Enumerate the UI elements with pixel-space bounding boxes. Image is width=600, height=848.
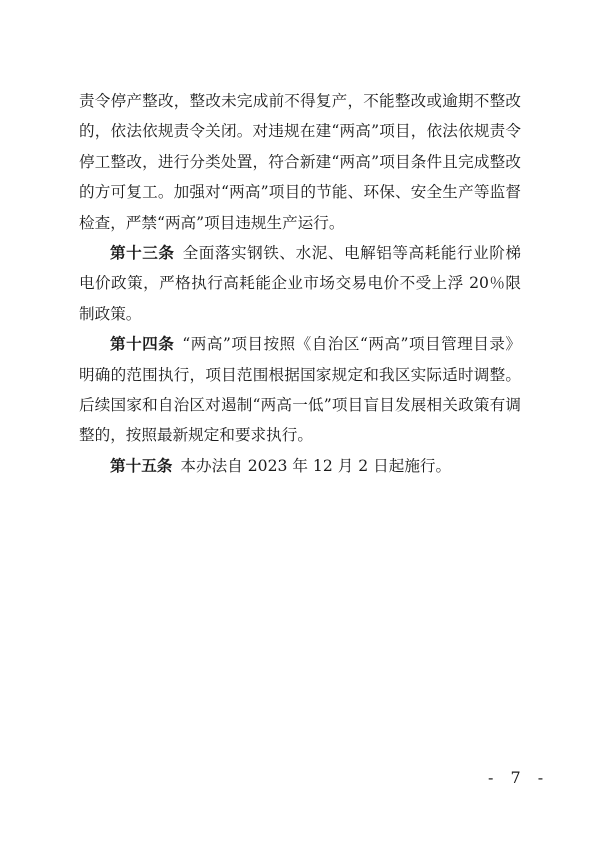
article-15	[79, 451, 521, 481]
paragraph-text: 责令停产整改，整改未完成前不得复产，不能整改或逾期不整改的，依法依规责令关闭。对违规在建“两高”项目，依法依规责令停工整改，进行分类处置，符合新建“两高”项目条件且完成整改的方可复工。加强对“两高”项目的节能、环保、安全生产等监督检查，严禁“两高”项目违规生产运行。	[79, 92, 521, 232]
article-text: 本办法自 2023 年 12 月 2 日起施行。	[180, 456, 452, 475]
article-label: 第十三条	[110, 243, 175, 263]
article-13	[79, 238, 521, 329]
article-label: 第十五条	[110, 455, 173, 475]
article-text: “两高”项目按照《自治区“两高”项目管理目录》明确的范围执行，项目范围根据国家规定和我区实际适时调整。后续国家和自治区对遏制“两高一低”项目盲目发展相关政策有调整的，按照最新规定和要求执行。	[79, 335, 521, 445]
article-text: 全面落实钢铁、水泥、电解铝等高耗能行业阶梯电价政策，严格执行高耗能企业市场交易电价不受上浮 20％限制政策。	[79, 244, 521, 323]
page-number: - 7 -	[488, 768, 550, 787]
article-14	[79, 329, 521, 451]
paragraph-continuation	[79, 86, 521, 238]
document-body	[79, 86, 521, 481]
article-label: 第十四条	[110, 334, 175, 354]
